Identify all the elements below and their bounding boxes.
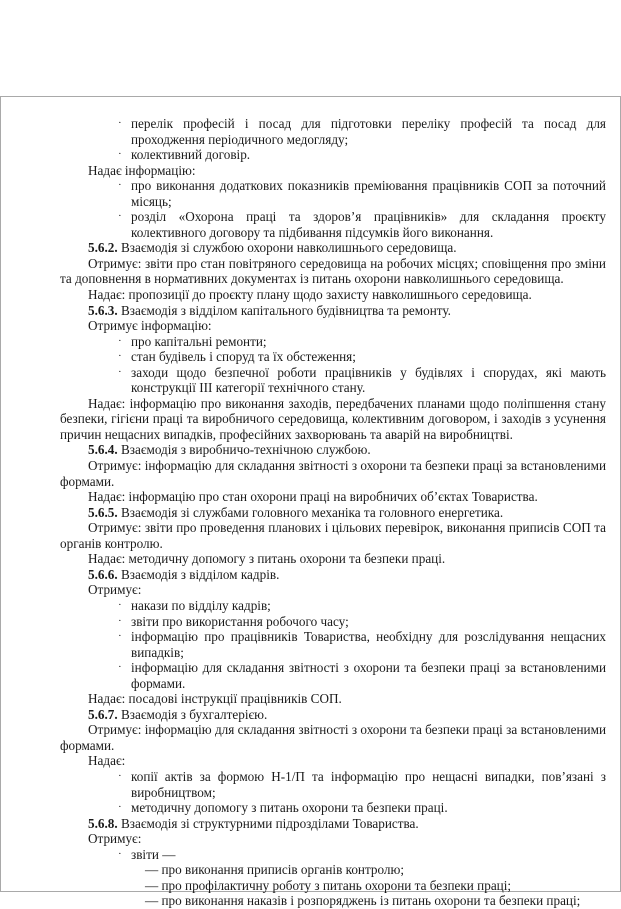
paragraph: Отримує: звіти про стан повітряного середовища на робочих місцях; сповіщення про зміни та доповнення в нормативних документах із питань охорони навколишнього середовища.: [60, 255, 606, 287]
section-title: Взаємодія зі структурними підрозділами Товариства.: [117, 815, 419, 831]
bullet-icon: ·: [118, 365, 122, 378]
bullet-icon: ·: [118, 847, 122, 860]
paragraph: Надає: інформацію про стан охорони праці на виробничих об’єктах Товариства.: [88, 489, 538, 505]
bullet-icon: ·: [118, 630, 122, 643]
bullet-icon: ·: [118, 179, 122, 192]
list-item: · колективний договір.: [118, 147, 251, 163]
list-item: · звіти — — про виконання приписів органів контролю; — про профілактичну роботу з питань охорони та безпеки праці; — про виконання наказів і розпоряджень із питань охорони та безпеки праці;: [131, 847, 606, 909]
section-heading: [60, 240, 606, 256]
dash-list-item: — про виконання наказів і розпоряджень із питань охорони та безпеки праці;: [145, 893, 581, 909]
bullet-icon: ·: [118, 769, 122, 782]
bullet-icon: ·: [118, 661, 122, 674]
paragraph: Надає:: [88, 753, 126, 769]
list-item: · стан будівель і споруд та їх обстеження;: [118, 349, 356, 365]
section-heading: [60, 303, 606, 319]
bullet-icon: ·: [118, 598, 122, 611]
section-number: 5.6.3.: [88, 302, 118, 318]
bullet-list: [60, 847, 606, 909]
bullet-icon: ·: [118, 350, 122, 363]
list-item: · про капітальні ремонти;: [118, 333, 267, 349]
bullet-list: [60, 334, 606, 396]
section-heading: [60, 442, 606, 458]
bullet-list: [60, 769, 606, 816]
paragraph: Надає: пропозиції до проєкту плану щодо захисту навколишнього середовища.: [88, 287, 532, 303]
section-heading: [60, 816, 606, 832]
list-item: · розділ «Охорона праці та здоров’я працівників» для складання проєкту колективного договору та підбивання підсумків його виконання.: [118, 209, 606, 240]
paragraph: Надає: методичну допомогу з питань охорони та безпеки праці.: [88, 551, 446, 567]
section-title: Взаємодія з виробничо-технічною службою.: [117, 442, 371, 458]
list-item: · інформацію для складання звітності з охорони та безпеки праці за встановленими формами.: [118, 660, 606, 691]
bullet-icon: ·: [118, 117, 122, 129]
paragraph: Надає: посадові інструкції працівників СОП.: [88, 691, 342, 707]
dash-list: [131, 862, 606, 909]
list-item: · копії актів за формою Н-1/П та інформацію про нещасні випадки, пов’язані з виробництвом;: [118, 768, 606, 800]
paragraph: Отримує інформацію:: [88, 318, 212, 334]
section-number: 5.6.8.: [88, 815, 118, 831]
section-number: 5.6.5.: [88, 504, 118, 520]
paragraph: Надає: інформацію про виконання заходів, передбачених планами щодо поліпшення стану безпеки, гігієни праці та виробничого середовища, колективним договором, і заходів з усунення причин нещасних випадків, професійних захворювань та аварій на виробництві.: [60, 395, 606, 442]
section-title: Взаємодія з бухгалтерією.: [117, 706, 268, 722]
bullet-list: [60, 178, 606, 240]
list-item: · про виконання додаткових показників преміювання працівників СОП за поточний місяць;: [118, 178, 606, 209]
paragraph: Отримує: інформацію для складання звітності з охорони та безпеки праці за встановленими формами.: [60, 722, 606, 753]
section-number: 5.6.7.: [88, 706, 118, 722]
bullet-icon: ·: [118, 148, 122, 161]
paragraph: Отримує:: [88, 582, 142, 598]
section-heading: [60, 707, 606, 723]
bullet-icon: ·: [118, 334, 122, 347]
bullet-icon: ·: [118, 210, 122, 223]
list-item: · інформацію про працівників Товариства, необхідну для розслідування нещасних випадків;: [118, 629, 606, 660]
bullet-icon: ·: [118, 614, 122, 627]
list-item: · звіти про використання робочого часу;: [118, 613, 349, 629]
section-title: Взаємодія з відділом кадрів.: [117, 566, 280, 582]
paragraph: Надає інформацію:: [88, 162, 196, 178]
list-item: · перелік професій і посад для підготовки переліку професій та посад для проходження періодичного медогляду;: [118, 116, 606, 147]
section-number: 5.6.6.: [88, 566, 118, 582]
section-heading: [60, 505, 606, 521]
bullet-list: [60, 116, 606, 163]
bullet-list: [60, 598, 606, 691]
paragraph: Отримує: звіти про проведення планових і цільових перевірок, виконання приписів СОП та органів контролю.: [60, 520, 606, 551]
section-title: Взаємодія зі службами головного механіка та головного енергетика.: [117, 504, 504, 520]
section-title: Взаємодія з відділом капітального будівництва та ремонту.: [117, 302, 451, 318]
section-heading: [60, 567, 606, 583]
list-item: · накази по відділу кадрів;: [118, 597, 271, 613]
section-number: 5.6.2.: [88, 240, 118, 256]
bullet-icon: ·: [118, 801, 122, 814]
dash-list-item: — про виконання приписів органів контролю;: [145, 862, 405, 878]
list-item: · заходи щодо безпечної роботи працівників у будівлях і спорудах, які мають конструкції III категорії технічного стану.: [118, 364, 606, 396]
section-title: Взаємодія зі службою охорони навколишнього середовища.: [117, 240, 457, 256]
dash-list-item: — про профілактичну роботу з питань охорони та безпеки праці;: [145, 877, 512, 893]
paragraph: Отримує: інформацію для складання звітності з охорони та безпеки праці за встановленими формами.: [60, 458, 606, 489]
section-number: 5.6.4.: [88, 442, 118, 458]
paragraph: Отримує:: [88, 831, 142, 847]
document-body: [60, 116, 606, 909]
list-item: · методичну допомогу з питань охорони та безпеки праці.: [118, 800, 448, 816]
